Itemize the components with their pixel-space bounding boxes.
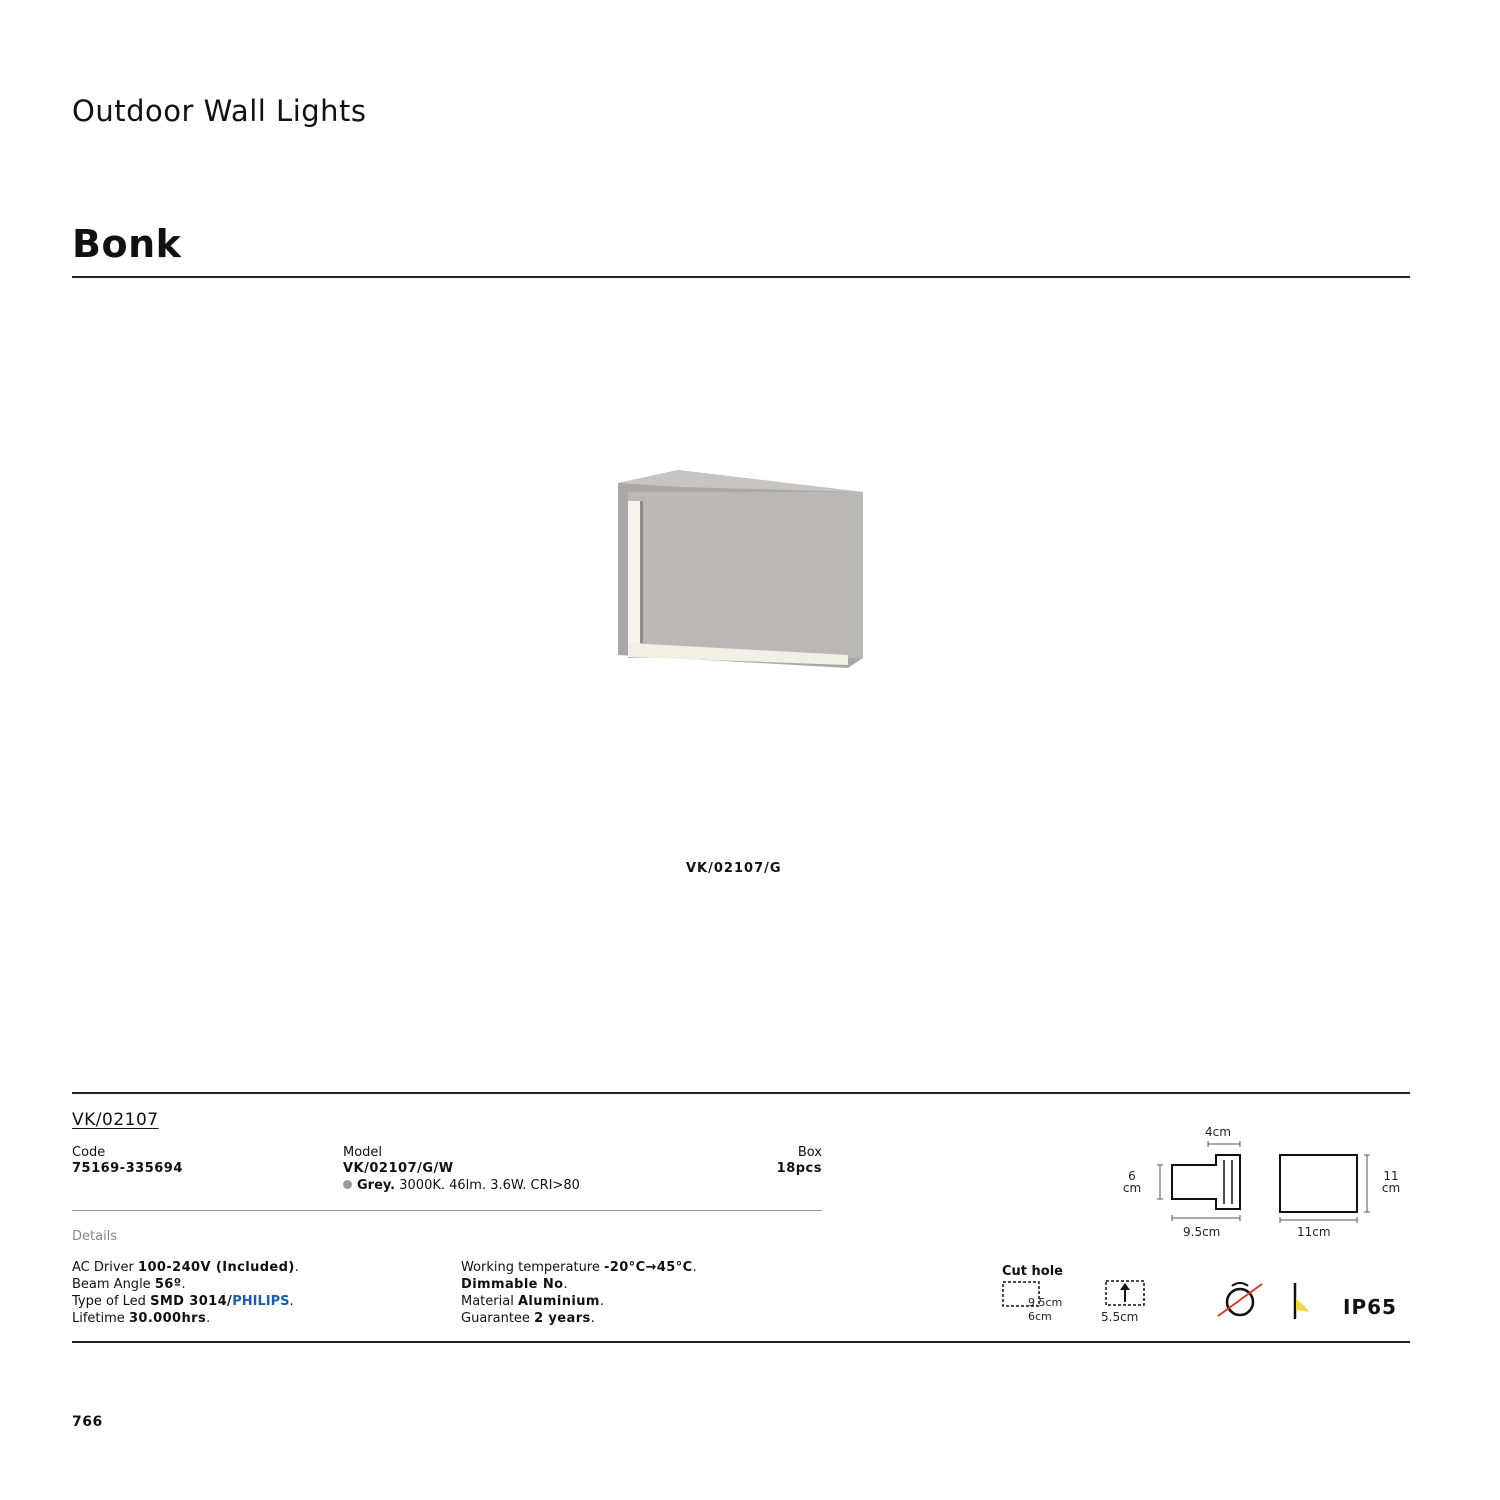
dim-side-height: 6 cm [1122,1169,1142,1195]
spec-beam-angle: Beam Angle 56º. [72,1277,186,1292]
dim-front-width: 11cm [1297,1225,1331,1239]
spec-working-temp: Working temperature -20°C→45°C. [461,1260,697,1275]
model-label: Model [343,1145,383,1160]
cut-hole-height: 6cm [1028,1310,1052,1323]
box-value: 18pcs [776,1161,822,1176]
spec-ac-driver: AC Driver 100-240V (Included). [72,1260,299,1275]
dim-side-width: 9.5cm [1183,1225,1221,1239]
front-view-drawing [1275,1150,1375,1225]
product-image [610,465,870,675]
wall-light-beam-icon [1288,1280,1318,1322]
recess-depth-icon [1103,1278,1147,1308]
cut-hole-label: Cut hole [1002,1264,1063,1279]
spec-dimmable: Dimmable No. [461,1277,568,1292]
section-title: Outdoor Wall Lights [72,94,367,128]
ip-rating: IP65 [1343,1295,1397,1319]
spec-top-divider [72,1092,1410,1094]
model-value: VK/02107/G/W [343,1161,454,1176]
code-label: Code [72,1145,106,1160]
details-label: Details [72,1229,118,1244]
lamp-edge [640,501,643,643]
cut-hole-width: 9.5cm [1028,1296,1063,1309]
no-dimmer-icon [1214,1280,1266,1320]
color-swatch [343,1180,352,1189]
spec-bottom-divider [72,1341,1410,1343]
page-number: 766 [72,1414,103,1430]
variant-specs: 3000K. 46lm. 3.6W. CRI>80 [399,1178,580,1193]
spec-led-type: Type of Led SMD 3014/PHILIPS. [72,1294,294,1309]
details-left [72,1259,299,1327]
lamp-front-face [628,492,863,658]
details-right [461,1259,697,1327]
variant-line [343,1178,580,1193]
dim-side-depth: 4cm [1205,1125,1231,1139]
spec-material: Material Aluminium. [461,1294,604,1309]
image-caption: VK/02107/G [686,861,782,876]
details-divider [72,1210,822,1211]
philips-brand: PHILIPS [232,1294,290,1309]
product-sku: VK/02107 [72,1110,159,1130]
cut-depth: 5.5cm [1101,1310,1139,1324]
side-profile-drawing [1150,1138,1250,1223]
code-value: 75169-335694 [72,1161,183,1176]
box-label: Box [797,1145,822,1160]
variant-color-name: Grey. [357,1178,396,1193]
title-divider [72,276,1410,278]
product-title: Bonk [72,222,182,266]
spec-guarantee: Guarantee 2 years. [461,1311,595,1326]
lamp-light-slit-vertical [628,501,640,655]
spec-lifetime: Lifetime 30.000hrs. [72,1311,211,1326]
dim-front-height: 11 cm [1381,1169,1401,1195]
